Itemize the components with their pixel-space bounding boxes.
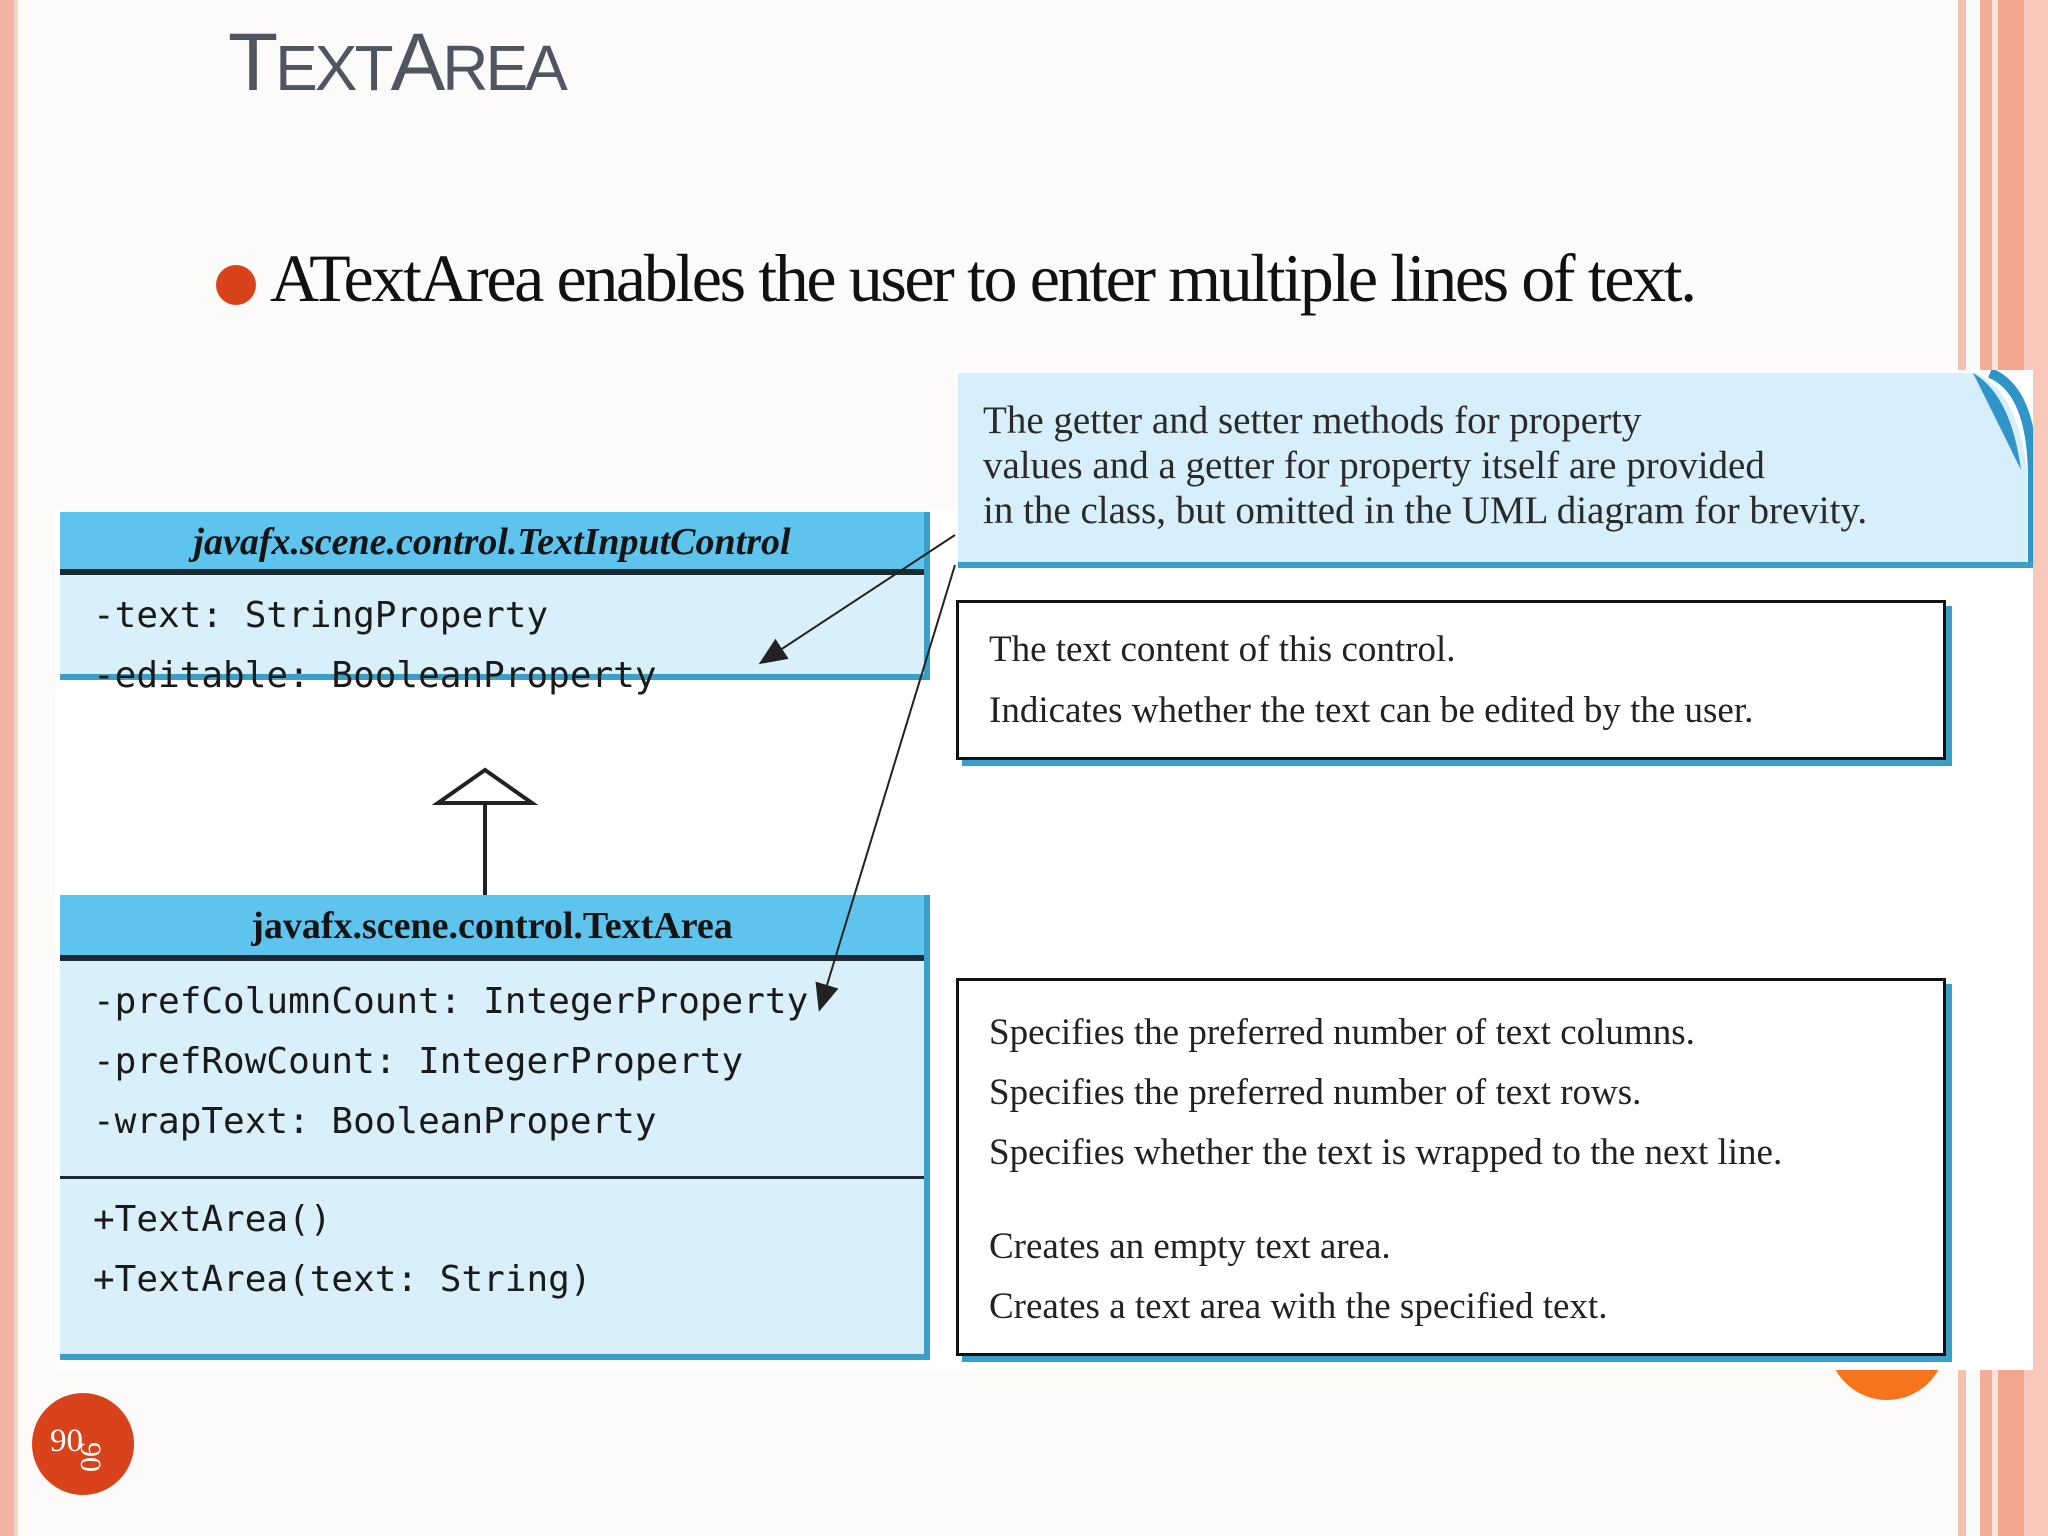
inheritance-arrow-icon: [438, 770, 532, 803]
property-editable: -editable: BooleanProperty: [93, 655, 657, 696]
property-prefcolumncount: -prefColumnCount: IntegerProperty: [93, 981, 809, 1022]
note-pointer-to-parent: [762, 535, 955, 662]
property-wraptext: -wrapText: BooleanProperty: [93, 1101, 657, 1142]
constructor-default: +TextArea(): [93, 1199, 332, 1240]
page-number-rotated: 90: [74, 1442, 107, 1472]
page-number-badge: [32, 1393, 134, 1495]
note-line-1: The getter and setter methods for property: [983, 399, 1642, 442]
desc-constructor-default: Creates an empty text area.: [989, 1226, 1391, 1267]
desc-editable-property: Indicates whether the text can be edited by the user.: [989, 690, 1754, 731]
note-pointer-to-child: [820, 565, 955, 1008]
class-name-textinputcontrol: javafx.scene.control.TextInputControl: [60, 512, 924, 572]
class-name-textarea: javafx.scene.control.TextArea: [60, 895, 924, 958]
desc-text-property: The text content of this control.: [989, 629, 1456, 670]
page-number: 90: [50, 1423, 83, 1459]
desc-prefcolumncount: Specifies the preferred number of text columns.: [989, 1012, 1695, 1053]
desc-wraptext: Specifies whether the text is wrapped to the next line.: [989, 1132, 1783, 1173]
desc-constructor-with-text: Creates a text area with the specified text.: [989, 1286, 1608, 1327]
property-prefrowcount: -prefRowCount: IntegerProperty: [93, 1041, 744, 1082]
desc-prefrowcount: Specifies the preferred number of text rows.: [989, 1072, 1642, 1113]
note-line-3: in the class, but omitted in the UML diagram for brevity.: [983, 489, 1868, 532]
property-text: -text: StringProperty: [93, 595, 549, 636]
note-line-2: values and a getter for property itself are provided: [983, 444, 1765, 487]
slide-title: TEXTAREA: [228, 17, 565, 108]
constructor-with-text: +TextArea(text: String): [93, 1259, 592, 1300]
bullet-text: ATextArea enables the user to enter multiple lines of text.: [270, 240, 1695, 316]
